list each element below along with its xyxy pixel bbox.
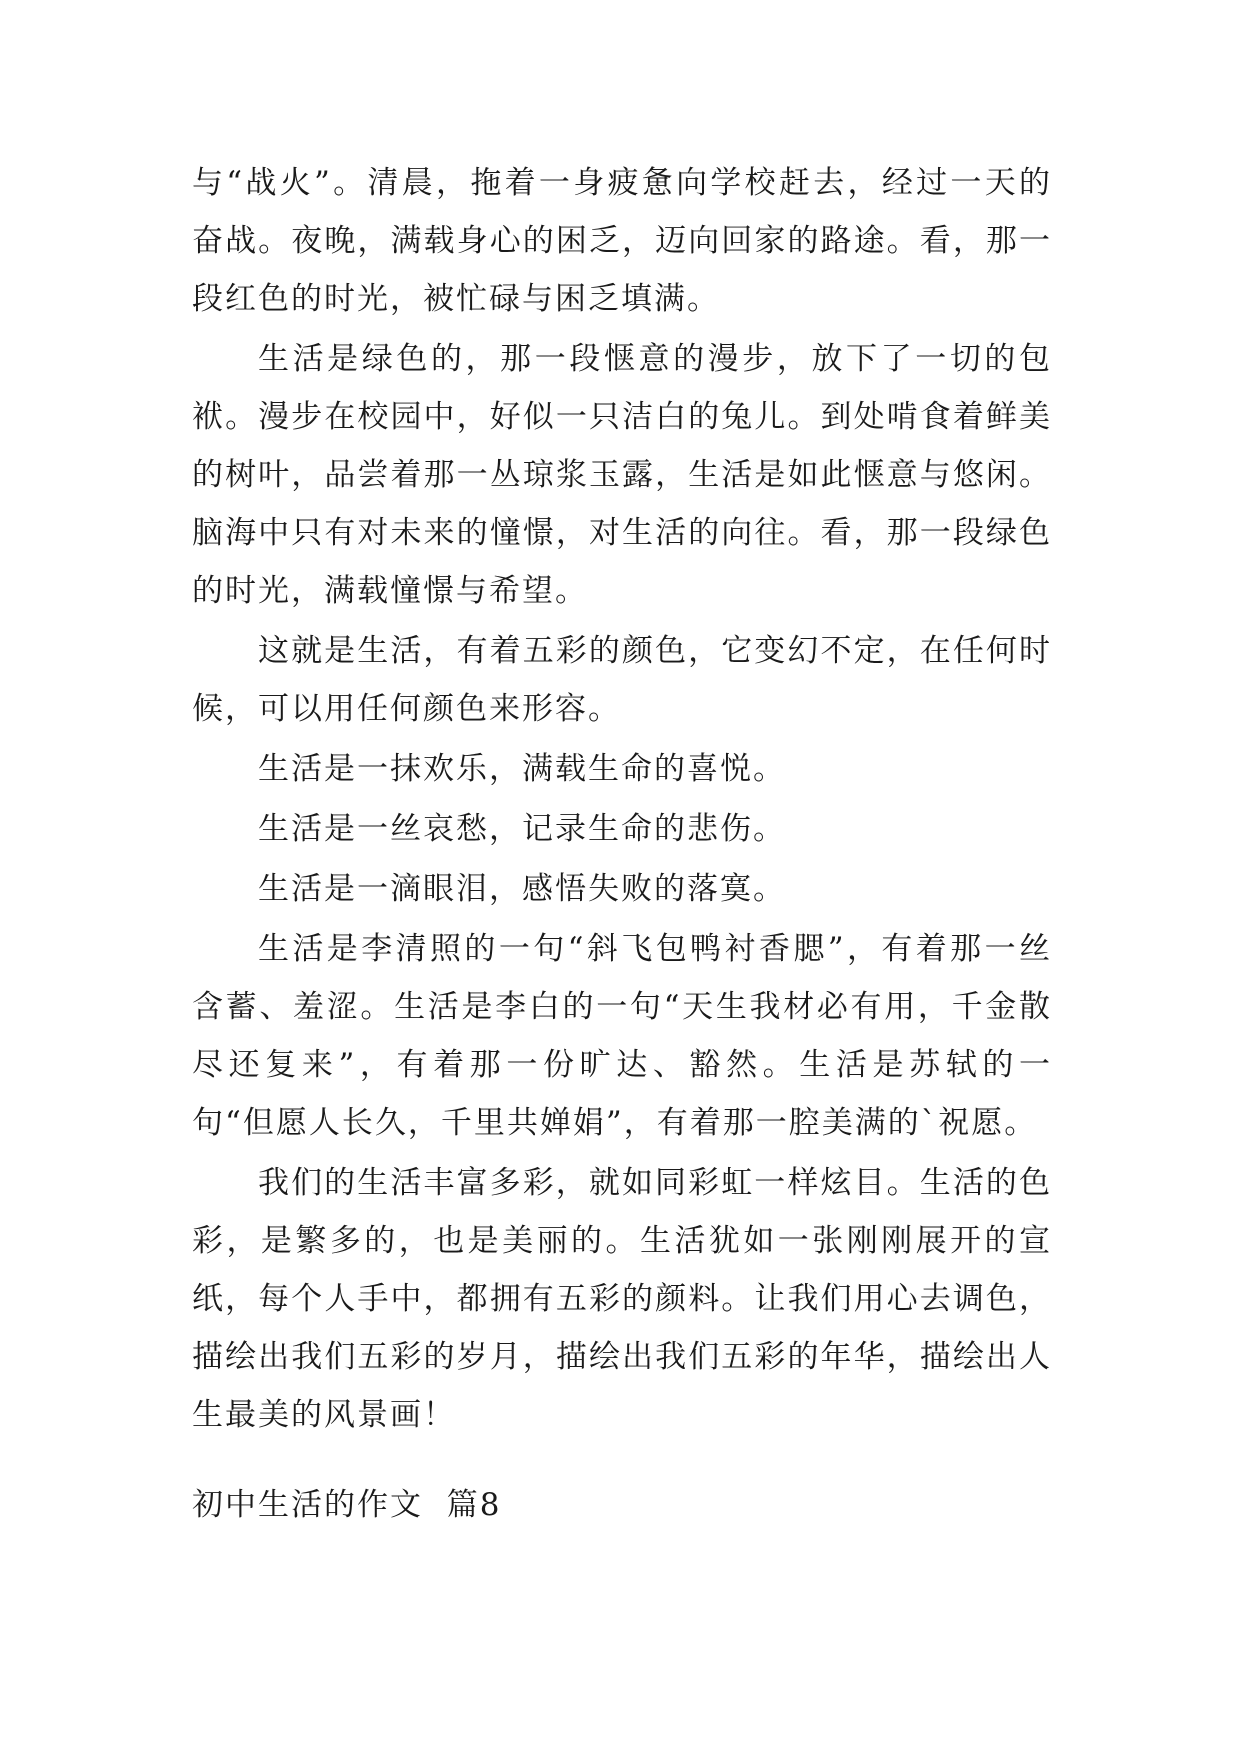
paragraph-4: 生活是一抹欢乐，满载生命的喜悦。	[258, 751, 786, 787]
paragraph-7: 生活是李清照的一句“斜飞包鸭衬香腮”，有着那一丝含蓄、羞涩。生活是李白的一句“天生我材必有用，千金散尽还复来”，有着那一份旷达、豁然。生活是苏轼的一句“但愿人长久，千里共婵娟”，有着那一腔美满的`祝愿。	[192, 931, 1052, 1141]
paragraph-5: 生活是一丝哀愁，记录生命的悲伤。	[258, 811, 786, 847]
paragraph-3: 这就是生活，有着五彩的颜色，它变幻不定，在任何时候，可以用任何颜色来形容。	[192, 633, 1052, 727]
paragraph-1: 与“战火”。清晨，拖着一身疲惫向学校赶去，经过一天的奋战。夜晚，满载身心的困乏，迈向回家的路途。看，那一段红色的时光，被忙碌与困乏填满。	[192, 165, 1052, 317]
paragraph-6: 生活是一滴眼泪，感悟失败的落寞。	[258, 871, 786, 907]
document-body	[192, 154, 1052, 1444]
paragraph-8: 我们的生活丰富多彩，就如同彩虹一样炫目。生活的色彩，是繁多的，也是美丽的。生活犹如一张刚刚展开的宣纸，每个人手中，都拥有五彩的颜料。让我们用心去调色，描绘出我们五彩的岁月，描绘出我们五彩的年华，描绘出人生最美的风景画！	[192, 1165, 1052, 1433]
paragraph-2: 生活是绿色的，那一段惬意的漫步，放下了一切的包袱。漫步在校园中，好似一只洁白的兔儿。到处啃食着鲜美的树叶，品尝着那一丛琼浆玉露，生活是如此惬意与悠闲。脑海中只有对未来的憧憬，对生活的向往。看，那一段绿色的时光，满载憧憬与希望。	[192, 341, 1052, 609]
section-title: 初中生活的作文 篇8	[192, 1487, 502, 1523]
